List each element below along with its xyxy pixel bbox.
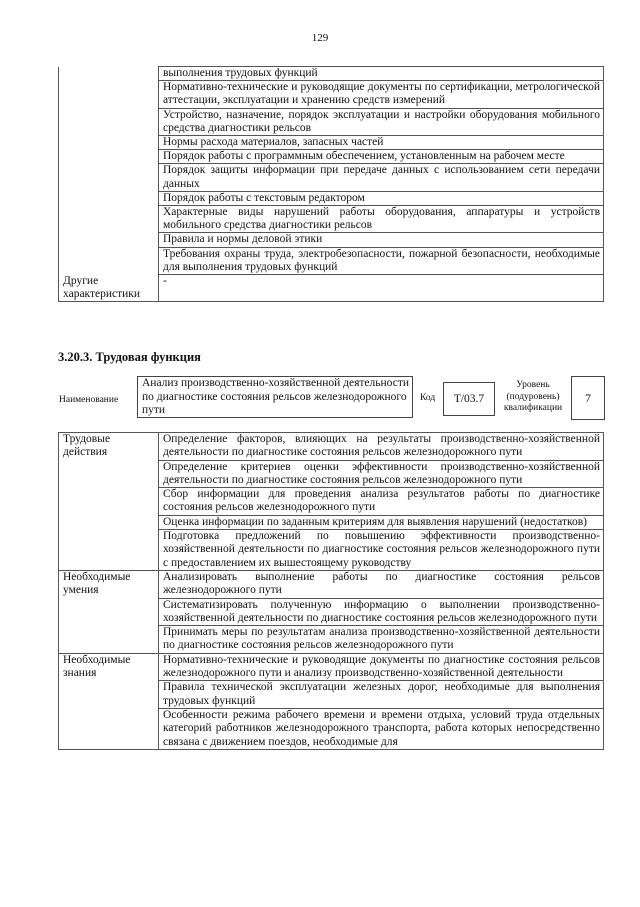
knowledge-item: Правила технической эксплуатации железных дорог, необходимые для выполнения трудовых функций xyxy=(159,681,604,709)
knowledge-table-continued xyxy=(58,66,604,302)
row-text: Порядок защиты информации при передаче данных с использованием сети передачи данных xyxy=(159,164,604,191)
action-item: Сбор информации для проведения анализа результатов работы по диагностике состояния рельсов железнодорожного пути xyxy=(159,488,604,516)
table-row xyxy=(59,108,604,135)
action-item: Подготовка предложений по повышению эффективности производственно-хозяйственной деятельности по диагностике состояния рельсов железнодорожного пути с предоставлением их вышестоящему руководству xyxy=(159,530,604,571)
name-label: Наименование xyxy=(59,395,119,405)
row-text: Порядок работы с программным обеспечением, установленным на рабочем месте xyxy=(159,150,604,164)
table-row xyxy=(59,275,604,302)
table-row xyxy=(59,136,604,150)
code-label: Код xyxy=(420,393,436,403)
other-characteristics-label: Другие характеристики xyxy=(59,275,159,302)
row-label xyxy=(59,108,159,135)
skill-item: Систематизировать полученную информацию о выполнении производственно-хозяйственной деятельности по диагностике состояния рельсов железнодорожного пути xyxy=(159,598,604,626)
row-label xyxy=(59,247,159,274)
table-row xyxy=(59,247,604,274)
table-row xyxy=(59,653,604,681)
row-label xyxy=(59,67,159,81)
table-row xyxy=(59,191,604,205)
skill-item: Анализировать выполнение работы по диагностике состояния рельсов железнодорожного пути xyxy=(159,570,604,598)
row-label xyxy=(59,164,159,191)
page-number: 129 xyxy=(311,32,329,44)
table-row xyxy=(59,433,604,461)
row-text: Требования охраны труда, электробезопасности, пожарной безопасности, необходимые для выполнения трудовых функций xyxy=(159,247,604,274)
qualification-level-box: 7 xyxy=(571,376,605,420)
section-title: 3.20.3. Трудовая функция xyxy=(58,350,201,364)
table-row xyxy=(59,81,604,108)
group-label-knowledge: Необходимые знания xyxy=(59,653,159,749)
row-text: Нормативно-технические и руководящие документы по сертификации, метрологической аттестации, эксплуатации и хранению средств измерений xyxy=(159,81,604,108)
row-label xyxy=(59,150,159,164)
row-label xyxy=(59,233,159,247)
table-row xyxy=(59,570,604,598)
table-row xyxy=(59,150,604,164)
row-label xyxy=(59,206,159,233)
row-label xyxy=(59,136,159,150)
row-text: Характерные виды нарушений работы оборудования, аппаратуры и устройств мобильного средства диагностики рельсов xyxy=(159,206,604,233)
other-characteristics-value: - xyxy=(159,275,604,302)
table-row xyxy=(59,164,604,191)
action-item: Определение критериев оценки эффективности производственно-хозяйственной деятельности по диагностике состояния рельсов железнодорожного пути xyxy=(159,460,604,488)
row-text: выполнения трудовых функций xyxy=(159,67,604,81)
knowledge-item: Особенности режима рабочего времени и времени отдыха, условий труда отдельных категорий работников железнодорожного транспорта, работа которых непосредственно связана с движением поездов, необходимые для xyxy=(159,708,604,749)
row-text: Устройство, назначение, порядок эксплуатации и настройки оборудования мобильного средства диагностики рельсов xyxy=(159,108,604,135)
row-text: Нормы расхода материалов, запасных частей xyxy=(159,136,604,150)
row-text: Порядок работы с текстовым редактором xyxy=(159,191,604,205)
table-row xyxy=(59,67,604,81)
skill-item: Принимать меры по результатам анализа производственно-хозяйственной деятельности по диагностике состояния рельсов железнодорожного пути xyxy=(159,626,604,654)
group-label-actions: Трудовые действия xyxy=(59,433,159,571)
row-text: Правила и нормы деловой этики xyxy=(159,233,604,247)
group-label-skills: Необходимые умения xyxy=(59,570,159,653)
function-code-box: Т/03.7 xyxy=(443,382,495,416)
row-label xyxy=(59,191,159,205)
table-row xyxy=(59,233,604,247)
table-row xyxy=(59,206,604,233)
knowledge-item: Нормативно-технические и руководящие документы по диагностике состояния рельсов железнодорожного пути и анализу производственно-хозяйственной деятельности xyxy=(159,653,604,681)
level-label: Уровень (подуровень) квалификации xyxy=(503,380,563,413)
row-label xyxy=(59,81,159,108)
function-details-table xyxy=(58,432,604,750)
action-item: Определение факторов, влияющих на результаты производственно-хозяйственной деятельности по диагностике состояния рельсов железнодорожного пути xyxy=(159,433,604,461)
action-item: Оценка информации по заданным критериям для выявления нарушений (недостатков) xyxy=(159,515,604,529)
function-name-box: Анализ производственно-хозяйственной деятельности по диагностике состояния рельсов железнодорожного пути xyxy=(137,376,413,418)
